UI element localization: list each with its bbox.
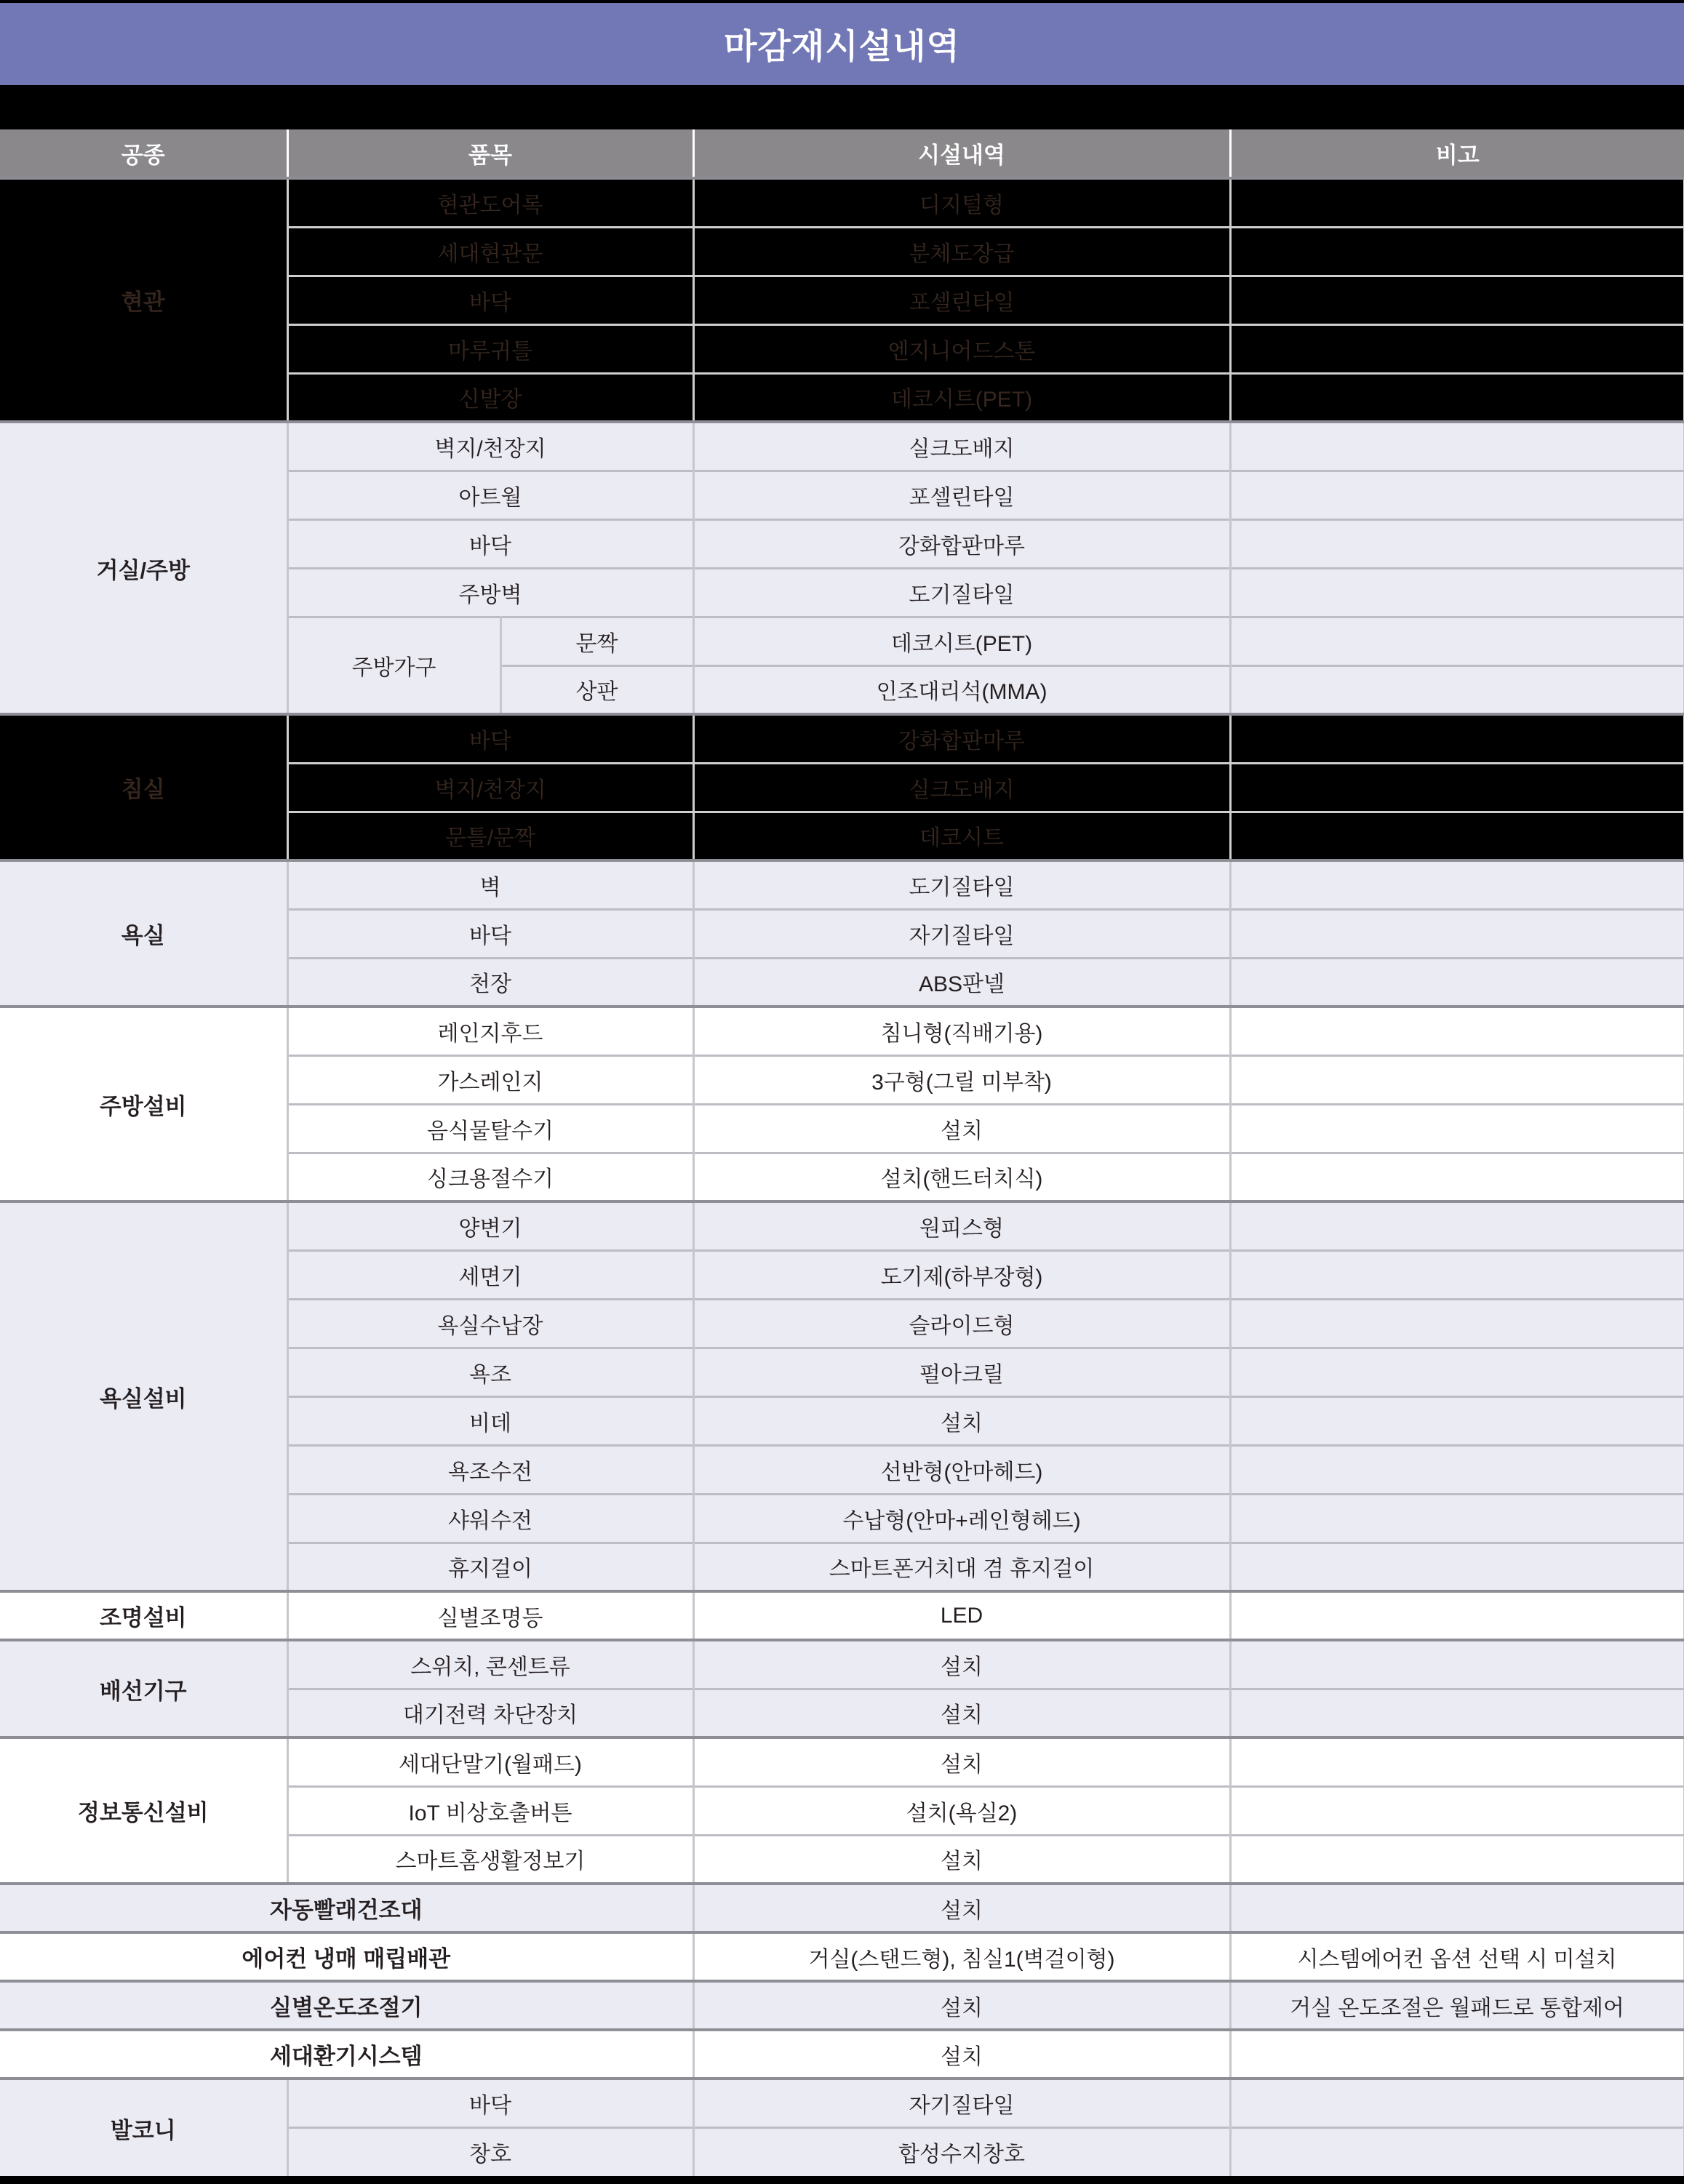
note-cell	[1230, 1396, 1684, 1445]
detail-cell: 설치(욕실2)	[693, 1786, 1230, 1835]
note-cell	[1230, 1348, 1684, 1396]
note-cell	[1230, 1250, 1684, 1299]
note-cell	[1230, 276, 1684, 324]
item-cell: 마루귀틀	[287, 324, 693, 373]
item-cell: 레인지후드	[287, 1007, 693, 1055]
detail-cell: 설치	[693, 1737, 1230, 1786]
note-cell	[1230, 422, 1684, 471]
note-cell	[1230, 178, 1684, 227]
item-cell: 양변기	[287, 1201, 693, 1250]
full-row-label-room-thermostat: 실별온도조절기	[0, 1981, 693, 2030]
detail-cell: 3구형(그릴 미부착)	[693, 1055, 1230, 1104]
item-cell: 바닥	[287, 714, 693, 763]
detail-cell: 슬라이드형	[693, 1299, 1230, 1348]
note-cell	[1230, 1640, 1684, 1689]
item-cell: 문짝	[500, 617, 693, 665]
table-row	[0, 2079, 1684, 2127]
detail-cell: 분체도장급	[693, 227, 1230, 276]
item-cell: 샤워수전	[287, 1494, 693, 1543]
table-row	[0, 860, 1684, 909]
item-cell: 욕실수납장	[287, 1299, 693, 1348]
detail-cell: 원피스형	[693, 1201, 1230, 1250]
detail-cell: 선반형(안마헤드)	[693, 1445, 1230, 1494]
table-row	[0, 422, 1684, 471]
item-cell: 바닥	[287, 2079, 693, 2127]
section-label-wiring: 배선기구	[0, 1640, 287, 1737]
note-cell	[1230, 1835, 1684, 1884]
group-label-kitchen-furniture: 주방가구	[287, 617, 500, 714]
item-cell: 욕조	[287, 1348, 693, 1396]
note-cell	[1230, 812, 1684, 860]
note-cell	[1230, 568, 1684, 617]
note-cell	[1230, 1591, 1684, 1640]
item-cell: 벽지/천장지	[287, 422, 693, 471]
table-row	[0, 1640, 1684, 1689]
full-row-label-aircon-piping: 에어컨 냉매 매립배관	[0, 1932, 693, 1981]
item-cell: 세대현관문	[287, 227, 693, 276]
item-cell: 실별조명등	[287, 1591, 693, 1640]
section-label-living-kitchen: 거실/주방	[0, 422, 287, 714]
item-cell: 음식물탈수기	[287, 1104, 693, 1153]
item-cell: 신발장	[287, 373, 693, 422]
note-cell	[1230, 1299, 1684, 1348]
item-cell: 문틀/문짝	[287, 812, 693, 860]
item-cell: 세대단말기(월패드)	[287, 1737, 693, 1786]
note-cell	[1230, 519, 1684, 568]
item-cell: 아트월	[287, 471, 693, 519]
col-header-detail: 시설내역	[693, 129, 1230, 178]
detail-cell: 디지털형	[693, 178, 1230, 227]
detail-cell: 펄아크릴	[693, 1348, 1230, 1396]
note-cell	[1230, 1689, 1684, 1737]
item-cell: 싱크용절수기	[287, 1153, 693, 1201]
item-cell: 대기전력 차단장치	[287, 1689, 693, 1737]
detail-cell: 설치	[693, 2030, 1230, 2079]
section-label-balcony: 발코니	[0, 2079, 287, 2176]
detail-cell: 합성수지창호	[693, 2127, 1230, 2176]
detail-cell: 인조대리석(MMA)	[693, 665, 1230, 714]
col-header-note: 비고	[1230, 129, 1684, 178]
item-cell: 가스레인지	[287, 1055, 693, 1104]
note-cell	[1230, 227, 1684, 276]
detail-cell: 데코시트(PET)	[693, 373, 1230, 422]
finishing-spec-table	[0, 129, 1684, 2176]
table-row	[0, 1591, 1684, 1640]
note-cell	[1230, 2030, 1684, 2079]
page-title: 마감재시설내역	[724, 27, 960, 65]
table-row	[0, 2030, 1684, 2079]
item-cell: 비데	[287, 1396, 693, 1445]
detail-cell: 설치	[693, 1835, 1230, 1884]
item-cell: 스위치, 콘센트류	[287, 1640, 693, 1689]
note-cell	[1230, 2079, 1684, 2127]
detail-cell: 설치	[693, 1396, 1230, 1445]
detail-cell: 설치	[693, 1981, 1230, 2030]
detail-cell: 도기질타일	[693, 860, 1230, 909]
section-label-bathroom: 욕실	[0, 860, 287, 1007]
item-cell: 벽	[287, 860, 693, 909]
item-cell: 주방벽	[287, 568, 693, 617]
note-cell	[1230, 1055, 1684, 1104]
header-row	[0, 129, 1684, 178]
note-cell: 시스템에어컨 옵션 선택 시 미설치	[1230, 1932, 1684, 1981]
note-cell	[1230, 1445, 1684, 1494]
detail-cell: 자기질타일	[693, 2079, 1230, 2127]
detail-cell: 거실(스탠드형), 침실1(벽걸이형)	[693, 1932, 1230, 1981]
detail-cell: 자기질타일	[693, 909, 1230, 958]
section-label-bathroom-equipment: 욕실설비	[0, 1201, 287, 1591]
note-cell	[1230, 471, 1684, 519]
table-row	[0, 1737, 1684, 1786]
detail-cell: 포셀린타일	[693, 276, 1230, 324]
item-cell: 바닥	[287, 909, 693, 958]
detail-cell: 설치	[693, 1689, 1230, 1737]
section-label-kitchen-equipment: 주방설비	[0, 1007, 287, 1201]
detail-cell: 포셀린타일	[693, 471, 1230, 519]
note-cell	[1230, 958, 1684, 1007]
note-cell	[1230, 1737, 1684, 1786]
item-cell: 휴지걸이	[287, 1543, 693, 1591]
table-row	[0, 1932, 1684, 1981]
item-cell: 세면기	[287, 1250, 693, 1299]
detail-cell: 스마트폰거치대 겸 휴지걸이	[693, 1543, 1230, 1591]
item-cell: 스마트홈생활정보기	[287, 1835, 693, 1884]
detail-cell: 엔지니어드스톤	[693, 324, 1230, 373]
note-cell	[1230, 714, 1684, 763]
detail-cell: 실크도배지	[693, 763, 1230, 812]
note-cell	[1230, 324, 1684, 373]
table-row	[0, 1884, 1684, 1932]
note-cell	[1230, 1104, 1684, 1153]
col-header-item: 품목	[287, 129, 693, 178]
detail-cell: 침니형(직배기용)	[693, 1007, 1230, 1055]
detail-cell: 실크도배지	[693, 422, 1230, 471]
detail-cell: 도기질타일	[693, 568, 1230, 617]
item-cell: 창호	[287, 2127, 693, 2176]
item-cell: 현관도어록	[287, 178, 693, 227]
detail-cell: 데코시트(PET)	[693, 617, 1230, 665]
table-row	[0, 1201, 1684, 1250]
note-cell	[1230, 909, 1684, 958]
detail-cell: 강화합판마루	[693, 714, 1230, 763]
note-cell	[1230, 665, 1684, 714]
section-label-entrance: 현관	[0, 178, 287, 422]
detail-cell: 강화합판마루	[693, 519, 1230, 568]
note-cell	[1230, 373, 1684, 422]
table-row	[0, 1981, 1684, 2030]
detail-cell: 수납형(안마+레인형헤드)	[693, 1494, 1230, 1543]
full-row-label-ventilation-system: 세대환기시스템	[0, 2030, 693, 2079]
note-cell	[1230, 860, 1684, 909]
detail-cell: LED	[693, 1591, 1230, 1640]
note-cell	[1230, 617, 1684, 665]
section-label-bedroom: 침실	[0, 714, 287, 860]
detail-cell: 설치	[693, 1884, 1230, 1932]
note-cell	[1230, 1201, 1684, 1250]
title-bar	[0, 3, 1684, 85]
note-cell	[1230, 1543, 1684, 1591]
item-cell: 바닥	[287, 276, 693, 324]
col-header-worktype: 공종	[0, 129, 287, 178]
detail-cell: 설치	[693, 1104, 1230, 1153]
detail-cell: 설치(핸드터치식)	[693, 1153, 1230, 1201]
detail-cell: 데코시트	[693, 812, 1230, 860]
item-cell: 벽지/천장지	[287, 763, 693, 812]
full-row-label-laundry-dryer: 자동빨래건조대	[0, 1884, 693, 1932]
section-label-telecom: 정보통신설비	[0, 1737, 287, 1884]
detail-cell: ABS판넬	[693, 958, 1230, 1007]
note-cell	[1230, 1494, 1684, 1543]
item-cell: IoT 비상호출버튼	[287, 1786, 693, 1835]
table-row	[0, 178, 1684, 227]
note-cell: 거실 온도조절은 월패드로 통합제어	[1230, 1981, 1684, 2030]
note-cell	[1230, 1153, 1684, 1201]
table-row	[0, 714, 1684, 763]
table-row	[0, 1007, 1684, 1055]
item-cell: 상판	[500, 665, 693, 714]
detail-cell: 설치	[693, 1640, 1230, 1689]
note-cell	[1230, 1884, 1684, 1932]
title-gap	[0, 85, 1684, 129]
detail-cell: 도기제(하부장형)	[693, 1250, 1230, 1299]
note-cell	[1230, 1007, 1684, 1055]
note-cell	[1230, 1786, 1684, 1835]
section-label-lighting: 조명설비	[0, 1591, 287, 1640]
note-cell	[1230, 763, 1684, 812]
item-cell: 욕조수전	[287, 1445, 693, 1494]
item-cell: 천장	[287, 958, 693, 1007]
note-cell	[1230, 2127, 1684, 2176]
item-cell: 바닥	[287, 519, 693, 568]
